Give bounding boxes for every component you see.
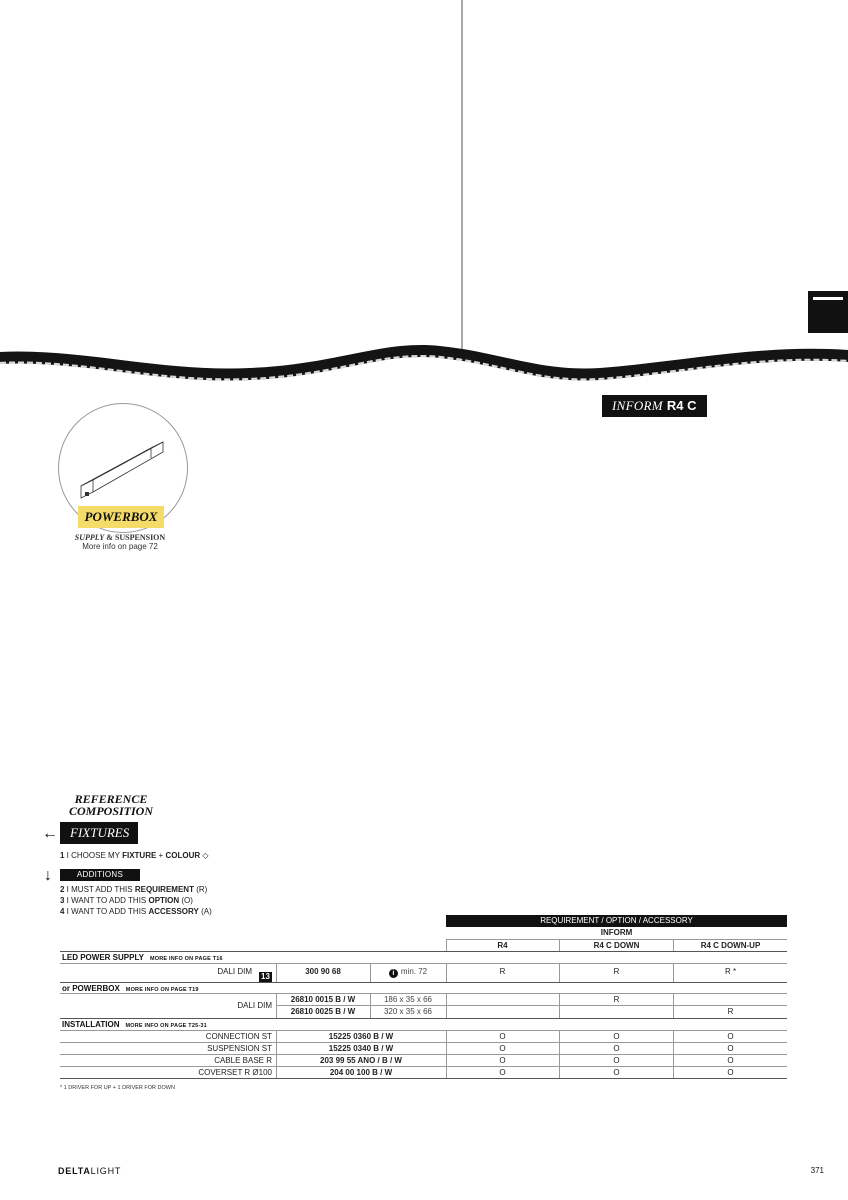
column-header: R4	[497, 941, 508, 950]
section-installation: INSTALLATION MORE INFO ON PAGE T25-31	[62, 1020, 207, 1029]
table-family: INFORM	[600, 928, 633, 937]
mark-cell: O	[727, 1032, 734, 1041]
mark-cell: O	[499, 1068, 506, 1077]
row-dims: 186 x 35 x 66	[383, 995, 433, 1004]
luminaire-body	[0, 345, 848, 380]
mark-cell: O	[499, 1044, 506, 1053]
powerbox-caption-page: More info on page 72	[82, 542, 158, 551]
mark-cell: O	[613, 1032, 620, 1041]
row-spec: i min. 72	[371, 967, 445, 978]
mark-cell: R	[613, 967, 620, 976]
step-2: 2 I MUST ADD THIS REQUIREMENT (R)	[60, 885, 208, 894]
row-name: CABLE BASE R	[214, 1056, 272, 1065]
row-code: 26810 0025 B / W	[290, 1007, 356, 1016]
mark-cell: O	[499, 1032, 506, 1041]
mark-cell: O	[613, 1068, 620, 1077]
row-name: SUSPENSION ST	[207, 1044, 272, 1053]
arrow-down-icon: ↓	[44, 867, 52, 884]
row-code: 300 90 68	[305, 967, 341, 976]
step-3: 3 I WANT TO ADD THIS OPTION (O)	[60, 896, 193, 905]
row-name: DALI DIM	[237, 1001, 272, 1010]
column-header: R4 C DOWN	[593, 941, 640, 950]
dali-dim-badge: 13	[261, 972, 270, 981]
product-label-brand: INFORM	[612, 398, 663, 413]
row-dims: 320 x 35 x 66	[383, 1007, 433, 1016]
fixtures-badge: FIXTURES	[60, 822, 138, 844]
reference-title-line2: COMPOSITION	[68, 804, 153, 818]
footnote: * 1 DRIVER FOR UP + 1 DRIVER FOR DOWN	[60, 1085, 175, 1091]
mark-cell: O	[499, 1056, 506, 1065]
mark-cell: R *	[724, 967, 737, 976]
section-led-power-supply: LED POWER SUPPLY MORE INFO ON PAGE T16	[62, 953, 223, 962]
column-header: R4 C DOWN-UP	[700, 941, 761, 950]
powerbox-badge: POWERBOX	[78, 506, 164, 528]
row-code: 204 00 100 B / W	[329, 1068, 393, 1077]
mark-cell: O	[727, 1056, 734, 1065]
mark-cell: R	[727, 1007, 734, 1016]
step-1: 1 I CHOOSE MY FIXTURE + COLOUR ◇	[60, 851, 209, 860]
row-code: 203 99 55 ANO / B / W	[320, 1056, 402, 1065]
page-number: 371	[810, 1166, 824, 1175]
powerbox-caption-rest: & SUSPENSION	[104, 533, 166, 542]
mark-cell: O	[613, 1056, 620, 1065]
powerbox-caption-italic: SUPPLY	[74, 533, 105, 542]
reference-title-line1: REFERENCE	[74, 792, 148, 806]
mark-cell: O	[727, 1068, 734, 1077]
row-name: CONNECTION ST	[205, 1032, 272, 1041]
row-code: 26810 0015 B / W	[290, 995, 356, 1004]
product-hero-image	[0, 0, 848, 400]
reference-title	[56, 793, 166, 817]
step-4: 4 I WANT TO ADD THIS ACCESSORY (A)	[60, 907, 212, 916]
row-name: DALI DIM	[217, 967, 252, 976]
table-header-bar: REQUIREMENT / OPTION / ACCESSORY	[446, 915, 787, 927]
product-label-code: R4 C	[666, 398, 697, 413]
row-code: 15225 0340 B / W	[328, 1044, 394, 1053]
arrow-left-icon: ←	[42, 825, 58, 842]
row-name: COVERSET R Ø100	[198, 1068, 272, 1077]
powerbox-caption	[40, 533, 200, 551]
mark-cell: R	[613, 995, 620, 1004]
mark-cell: O	[613, 1044, 620, 1053]
info-icon: i	[389, 969, 398, 978]
brand-logo: DELTALIGHT	[58, 1166, 122, 1176]
section-tab	[808, 291, 848, 333]
additions-badge: ADDITIONS	[60, 869, 140, 881]
mark-cell: R	[499, 967, 506, 976]
row-code: 15225 0360 B / W	[328, 1032, 394, 1041]
product-label	[602, 395, 707, 417]
section-powerbox: or POWERBOX MORE INFO ON PAGE T19	[62, 984, 199, 993]
mark-cell: O	[727, 1044, 734, 1053]
